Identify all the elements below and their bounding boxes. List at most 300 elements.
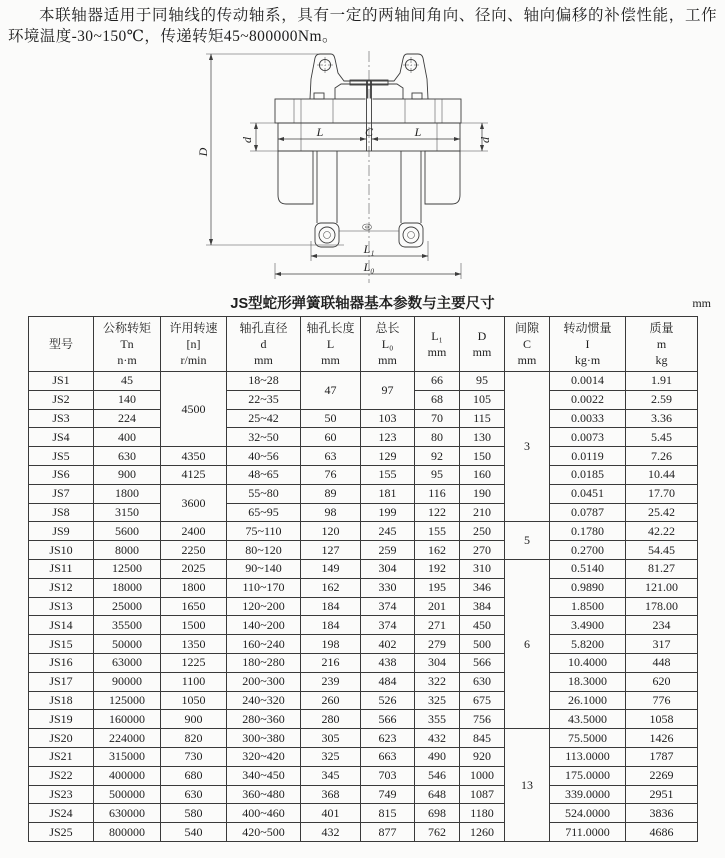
table-cell: JS24: [29, 804, 94, 823]
table-cell: 80: [415, 428, 460, 447]
table-cell: 400: [94, 428, 161, 447]
table-cell: 192: [415, 559, 460, 578]
table-cell: 346: [460, 578, 505, 597]
table-cell: JS5: [29, 447, 94, 466]
table-cell: 400000: [94, 766, 161, 785]
table-cell: 113.0000: [550, 747, 626, 766]
table-cell: 0.0185: [550, 465, 626, 484]
table-cell: 648: [415, 785, 460, 804]
column-header: 轴孔长度 L mm: [301, 317, 361, 372]
table-row: [29, 747, 698, 766]
table-cell: 199: [361, 503, 415, 522]
table-cell: 1800: [161, 578, 227, 597]
table-row: [29, 653, 698, 672]
table-cell: 50000: [94, 635, 161, 654]
table-cell: 40~56: [227, 447, 301, 466]
coupling-diagram: [193, 51, 533, 287]
table-cell: 81.27: [626, 559, 698, 578]
table-cell: 711.0000: [550, 823, 626, 842]
table-cell: 1426: [626, 729, 698, 748]
table-header: [29, 317, 698, 372]
table-cell: 900: [94, 465, 161, 484]
table-cell: 280: [301, 710, 361, 729]
table-cell: 384: [460, 597, 505, 616]
table-cell: JS23: [29, 785, 94, 804]
dim-label-D: D: [195, 147, 210, 157]
table-cell: 1180: [460, 804, 505, 823]
table-cell: 1225: [161, 653, 227, 672]
table-cell: 322: [415, 672, 460, 691]
table-cell: 1260: [460, 823, 505, 842]
table-cell: 566: [460, 653, 505, 672]
table-cell: 90000: [94, 672, 161, 691]
table-cell: 200~300: [227, 672, 301, 691]
table-cell: JS11: [29, 559, 94, 578]
table-cell: 920: [460, 747, 505, 766]
table-cell: 1050: [161, 691, 227, 710]
column-header: 间隙 C mm: [505, 317, 550, 372]
dim-label-L-left: L: [316, 125, 323, 139]
table-row: [29, 372, 698, 391]
table-cell: 355: [415, 710, 460, 729]
column-header: 总长 L₀ mm: [361, 317, 415, 372]
table-cell: 304: [361, 559, 415, 578]
table-cell: 12500: [94, 559, 161, 578]
table-cell: 162: [301, 578, 361, 597]
table-cell: 900: [161, 710, 227, 729]
table-cell: 630: [460, 672, 505, 691]
table-cell: 580: [161, 804, 227, 823]
table-cell: 698: [415, 804, 460, 823]
table-row: [29, 616, 698, 635]
table-cell: 160: [460, 465, 505, 484]
table-cell: 300~380: [227, 729, 301, 748]
table-unit-label: mm: [692, 296, 711, 310]
table-row: [29, 409, 698, 428]
table-cell: 54.45: [626, 541, 698, 560]
table-cell: 26.1000: [550, 691, 626, 710]
table-cell: 320~420: [227, 747, 301, 766]
table-cell: JS14: [29, 616, 94, 635]
table-cell: 201: [415, 597, 460, 616]
table-cell: 250: [460, 522, 505, 541]
table-cell: 5.45: [626, 428, 698, 447]
table-cell: 703: [361, 766, 415, 785]
column-header: 公称转矩 Tn n·m: [94, 317, 161, 372]
table-cell: 3836: [626, 804, 698, 823]
table-cell: 526: [361, 691, 415, 710]
column-header: L₁ mm: [415, 317, 460, 372]
table-cell: 160~240: [227, 635, 301, 654]
table-cell: 0.0119: [550, 447, 626, 466]
table-cell: 216: [301, 653, 361, 672]
table-cell: 280~360: [227, 710, 301, 729]
table-cell: 330: [361, 578, 415, 597]
table-cell: 317: [626, 635, 698, 654]
table-cell: 92: [415, 447, 460, 466]
table-cell: 75~110: [227, 522, 301, 541]
table-row: [29, 672, 698, 691]
table-cell: 195: [415, 578, 460, 597]
table-cell: 68: [415, 390, 460, 409]
table-cell: 95: [415, 465, 460, 484]
intro-paragraph: 本联轴器适用于同轴线的传动轴系，具有一定的两轴间角向、径向、轴向偏移的补偿性能，工作环境温度-30~150℃，传递转矩45~800000Nm。: [8, 7, 717, 45]
dim-label-d-right: d: [477, 137, 492, 143]
table-cell: 0.0014: [550, 372, 626, 391]
table-cell: 360~480: [227, 785, 301, 804]
table-cell: 500: [460, 635, 505, 654]
table-cell: 63000: [94, 653, 161, 672]
dimension-L1: [311, 241, 428, 261]
table-cell: 484: [361, 672, 415, 691]
table-row: [29, 710, 698, 729]
table-cell: JS21: [29, 747, 94, 766]
table-cell: 140: [94, 390, 161, 409]
table-cell: 5600: [94, 522, 161, 541]
table-cell: 730: [161, 747, 227, 766]
table-cell: 374: [361, 616, 415, 635]
table-cell: 315000: [94, 747, 161, 766]
table-cell: 35500: [94, 616, 161, 635]
table-cell: 3600: [161, 484, 227, 522]
table-cell: 224: [94, 409, 161, 428]
right-bolt: [399, 151, 423, 247]
table-cell: 190: [460, 484, 505, 503]
table-row: [29, 484, 698, 503]
table-cell: 149: [301, 559, 361, 578]
table-cell: 756: [460, 710, 505, 729]
table-row: [29, 465, 698, 484]
table-cell: 0.2700: [550, 541, 626, 560]
table-cell: 75.5000: [550, 729, 626, 748]
table-cell: 13: [505, 729, 550, 842]
table-title: JS型蛇形弹簧联轴器基本参数与主要尺寸: [230, 296, 495, 312]
column-header: D mm: [460, 317, 505, 372]
table-cell: 438: [361, 653, 415, 672]
table-cell: 97: [361, 372, 415, 410]
table-cell: 2.59: [626, 390, 698, 409]
table-cell: 98: [301, 503, 361, 522]
table-cell: 776: [626, 691, 698, 710]
table-cell: 245: [361, 522, 415, 541]
table-cell: JS19: [29, 710, 94, 729]
table-cell: 5: [505, 522, 550, 560]
table-cell: 140~200: [227, 616, 301, 635]
table-cell: JS12: [29, 578, 94, 597]
table-cell: JS20: [29, 729, 94, 748]
table-cell: 448: [626, 653, 698, 672]
table-cell: 305: [301, 729, 361, 748]
table-cell: 162: [415, 541, 460, 560]
grease-hole-icon: [362, 224, 371, 230]
table-cell: 18.3000: [550, 672, 626, 691]
table-cell: 120: [301, 522, 361, 541]
table-cell: 60: [301, 428, 361, 447]
table-row: [29, 559, 698, 578]
table-cell: 2269: [626, 766, 698, 785]
table-row: [29, 597, 698, 616]
table-cell: 121.00: [626, 578, 698, 597]
table-cell: 25000: [94, 597, 161, 616]
table-cell: JS10: [29, 541, 94, 560]
table-cell: 70: [415, 409, 460, 428]
table-cell: 3.4900: [550, 616, 626, 635]
table-cell: 1087: [460, 785, 505, 804]
table-cell: 122: [415, 503, 460, 522]
table-cell: 374: [361, 597, 415, 616]
table-cell: 6: [505, 559, 550, 728]
table-cell: 127: [301, 541, 361, 560]
table-cell: 432: [415, 729, 460, 748]
flange-band: [275, 81, 461, 151]
table-cell: 1350: [161, 635, 227, 654]
table-cell: 490: [415, 747, 460, 766]
table-cell: 0.0033: [550, 409, 626, 428]
table-cell: 116: [415, 484, 460, 503]
table-cell: 7.26: [626, 447, 698, 466]
table-cell: 66: [415, 372, 460, 391]
table-cell: 1000: [460, 766, 505, 785]
table-cell: 0.0451: [550, 484, 626, 503]
table-row: [29, 541, 698, 560]
table-cell: 240~320: [227, 691, 301, 710]
table-cell: 2951: [626, 785, 698, 804]
table-cell: 120~200: [227, 597, 301, 616]
table-title-row: [28, 292, 711, 312]
table-cell: 48~65: [227, 465, 301, 484]
table-cell: 10.44: [626, 465, 698, 484]
table-cell: 0.5140: [550, 559, 626, 578]
table-row: [29, 578, 698, 597]
left-bolt: [315, 151, 339, 247]
table-cell: 401: [301, 804, 361, 823]
dimension-d-right: [460, 123, 492, 151]
table-cell: 8000: [94, 541, 161, 560]
table-cell: 180~280: [227, 653, 301, 672]
column-header: 转动惯量 I kg·m: [550, 317, 626, 372]
table-cell: 130: [460, 428, 505, 447]
table-cell: 63: [301, 447, 361, 466]
table-cell: 47: [301, 372, 361, 410]
table-cell: 4686: [626, 823, 698, 842]
table-cell: 129: [361, 447, 415, 466]
table-cell: 325: [415, 691, 460, 710]
table-cell: 524.0000: [550, 804, 626, 823]
table-cell: 1058: [626, 710, 698, 729]
dim-label-L1: L₁: [363, 242, 374, 256]
table-cell: 339.0000: [550, 785, 626, 804]
header-row: [29, 317, 698, 372]
table-cell: 762: [415, 823, 460, 842]
table-cell: 675: [460, 691, 505, 710]
table-cell: 270: [460, 541, 505, 560]
table-cell: 304: [415, 653, 460, 672]
table-cell: 17.70: [626, 484, 698, 503]
table-cell: JS4: [29, 428, 94, 447]
table-cell: 1.8500: [550, 597, 626, 616]
table-cell: 2025: [161, 559, 227, 578]
table-cell: 402: [361, 635, 415, 654]
dim-label-L-right: L: [414, 125, 421, 139]
table-cell: 50: [301, 409, 361, 428]
table-cell: 178.00: [626, 597, 698, 616]
table-cell: 566: [361, 710, 415, 729]
right-hub: [425, 151, 460, 204]
table-cell: 3.36: [626, 409, 698, 428]
table-cell: JS16: [29, 653, 94, 672]
table-cell: 620: [626, 672, 698, 691]
table-cell: 1650: [161, 597, 227, 616]
table-cell: 540: [161, 823, 227, 842]
table-cell: 1.91: [626, 372, 698, 391]
table-cell: 420~500: [227, 823, 301, 842]
table-cell: 345: [301, 766, 361, 785]
table-cell: JS17: [29, 672, 94, 691]
table-cell: 432: [301, 823, 361, 842]
table-cell: JS8: [29, 503, 94, 522]
table-cell: JS18: [29, 691, 94, 710]
table-cell: JS9: [29, 522, 94, 541]
table-cell: 0.0022: [550, 390, 626, 409]
table-cell: 271: [415, 616, 460, 635]
table-cell: 325: [301, 747, 361, 766]
table-cell: 80~120: [227, 541, 301, 560]
table-cell: 0.1780: [550, 522, 626, 541]
table-cell: 10.4000: [550, 653, 626, 672]
column-header: 质量 m kg: [626, 317, 698, 372]
catalog-page: [0, 6, 725, 858]
table-cell: 239: [301, 672, 361, 691]
column-header: 型号: [29, 317, 94, 372]
table-cell: 845: [460, 729, 505, 748]
table-row: [29, 503, 698, 522]
table-cell: 500000: [94, 785, 161, 804]
dim-label-L0: L₀: [363, 260, 374, 274]
table-cell: 22~35: [227, 390, 301, 409]
table-cell: 3: [505, 372, 550, 522]
table-cell: 310: [460, 559, 505, 578]
table-cell: 175.0000: [550, 766, 626, 785]
table-cell: 184: [301, 597, 361, 616]
dimension-D: [196, 54, 344, 245]
table-cell: 749: [361, 785, 415, 804]
table-cell: JS13: [29, 597, 94, 616]
table-cell: 4350: [161, 447, 227, 466]
table-cell: 0.9890: [550, 578, 626, 597]
table-cell: 279: [415, 635, 460, 654]
table-cell: 155: [361, 465, 415, 484]
table-cell: 259: [361, 541, 415, 560]
left-hub: [278, 151, 313, 204]
table-row: [29, 428, 698, 447]
table-row: [29, 635, 698, 654]
table-row: [29, 691, 698, 710]
table-cell: 4500: [161, 372, 227, 447]
dimension-L0: [275, 260, 461, 279]
dim-label-d-left: d: [239, 137, 254, 143]
table-body: [29, 372, 698, 842]
table-cell: JS25: [29, 823, 94, 842]
table-cell: 5.8200: [550, 635, 626, 654]
table-cell: 260: [301, 691, 361, 710]
table-cell: 877: [361, 823, 415, 842]
table-row: [29, 804, 698, 823]
dim-label-C: C: [364, 125, 373, 139]
table-cell: JS7: [29, 484, 94, 503]
table-cell: JS15: [29, 635, 94, 654]
column-header: 许用转速 [n] r/min: [161, 317, 227, 372]
table-cell: 663: [361, 747, 415, 766]
table-cell: 224000: [94, 729, 161, 748]
table-cell: 1100: [161, 672, 227, 691]
table-cell: 95: [460, 372, 505, 391]
table-cell: 630000: [94, 804, 161, 823]
table-cell: 210: [460, 503, 505, 522]
table-cell: 3150: [94, 503, 161, 522]
table-cell: 800000: [94, 823, 161, 842]
table-cell: 25~42: [227, 409, 301, 428]
table-cell: 55~80: [227, 484, 301, 503]
table-cell: 680: [161, 766, 227, 785]
table-cell: 1500: [161, 616, 227, 635]
table-cell: 25.42: [626, 503, 698, 522]
table-row: [29, 766, 698, 785]
table-cell: 105: [460, 390, 505, 409]
table-cell: 630: [94, 447, 161, 466]
table-cell: 340~450: [227, 766, 301, 785]
table-row: [29, 447, 698, 466]
table-cell: 2250: [161, 541, 227, 560]
column-header: 轴孔直径 d mm: [227, 317, 301, 372]
table-cell: 1800: [94, 484, 161, 503]
table-cell: 450: [460, 616, 505, 635]
table-cell: 234: [626, 616, 698, 635]
table-cell: 123: [361, 428, 415, 447]
table-cell: 2400: [161, 522, 227, 541]
table-row: [29, 729, 698, 748]
table-cell: JS2: [29, 390, 94, 409]
table-cell: 65~95: [227, 503, 301, 522]
table-cell: 89: [301, 484, 361, 503]
table-cell: 623: [361, 729, 415, 748]
table-cell: 368: [301, 785, 361, 804]
table-cell: 184: [301, 616, 361, 635]
table-cell: 400~460: [227, 804, 301, 823]
table-row: [29, 785, 698, 804]
table-cell: 630: [161, 785, 227, 804]
table-cell: 125000: [94, 691, 161, 710]
table-row: [29, 522, 698, 541]
table-row: [29, 823, 698, 842]
dimension-d-left: [240, 123, 278, 151]
table-cell: 110~170: [227, 578, 301, 597]
table-cell: 198: [301, 635, 361, 654]
table-cell: 18000: [94, 578, 161, 597]
table-cell: 815: [361, 804, 415, 823]
table-cell: 32~50: [227, 428, 301, 447]
table-cell: JS22: [29, 766, 94, 785]
table-cell: 4125: [161, 465, 227, 484]
table-cell: 155: [415, 522, 460, 541]
table-cell: 0.0787: [550, 503, 626, 522]
table-cell: 115: [460, 409, 505, 428]
table-cell: 76: [301, 465, 361, 484]
table-cell: 546: [415, 766, 460, 785]
table-cell: 150: [460, 447, 505, 466]
table-cell: 1787: [626, 747, 698, 766]
table-cell: 103: [361, 409, 415, 428]
coupling-cross-section-drawing: [193, 51, 533, 287]
